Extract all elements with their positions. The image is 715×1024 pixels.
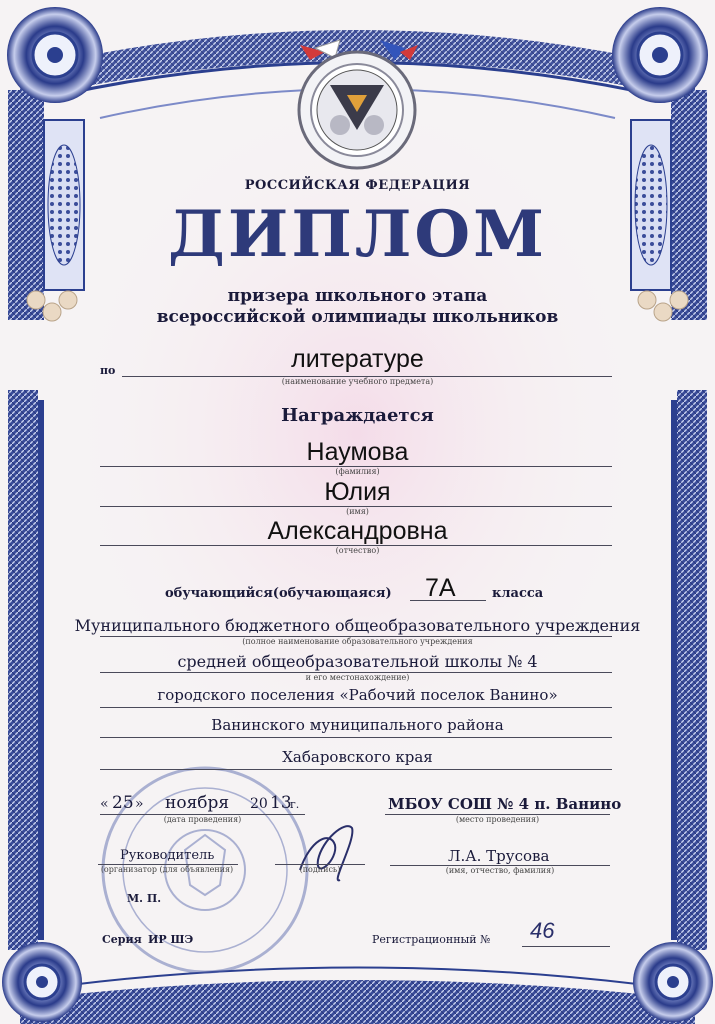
school-caption1: (полное наименование образовательного учреждения [242,637,473,646]
corner-rosette-bl [2,942,82,1022]
school-line5: Хабаровского края [282,748,433,766]
patronymic-value: Александровна [267,517,448,545]
date-day: 25 [112,793,134,813]
corner-rosette-tr [612,7,708,103]
subject-caption: (наименование учебного предмета) [281,377,434,386]
date-month: ноября [165,793,230,813]
grade-value: 7А [425,574,456,602]
country-heading: РОССИЙСКАЯ ФЕДЕРАЦИЯ [244,178,471,193]
school-line4: Ванинского муниципального района [211,716,504,734]
sign-caption: (подпись) [299,865,341,874]
subject-value: литературе [291,345,424,373]
venue-value: МБОУ СОШ № 4 п. Ванино [388,795,622,813]
corner-rosette-br [633,942,713,1022]
diploma-title: ДИПЛОМ [168,197,547,272]
grade-suffix: класса [492,586,544,601]
person-caption: (имя, отчество, фамилия) [445,866,555,875]
school-line2: средней общеобразовательной школы № 4 [177,652,538,671]
corner-rosette-tl [7,7,103,103]
surname-value: Наумова [306,438,409,466]
series-value: ИР ШЭ [148,933,194,946]
school-line3: городского поселения «Рабочий поселок Ванино» [157,686,558,704]
name-caption: (имя) [346,507,369,516]
seal-place: М. П. [127,892,162,905]
patronymic-caption: (отчество) [335,546,380,555]
subtitle-line1: призера школьного этапа [227,286,488,306]
school-caption2: и его местонахождение) [305,673,410,682]
name-value: Юлия [324,478,391,506]
role-caption: (организатор (для объявления) [100,865,234,874]
grade-prefix: обучающийся(обучающаяся) [165,586,392,601]
subtitle-line2: всероссийской олимпиады школьников [156,307,559,327]
award-label: Награждается [281,405,434,426]
school-line1: Муниципального бюджетного общеобразовательного учреждения [74,616,641,635]
date-caption: (дата проведения) [163,815,242,824]
date-year-end: г. [290,798,300,811]
signature-role: Руководитель [120,848,215,863]
school-line3-rule [100,707,612,708]
date-year-prefix: 20 [250,796,268,812]
series-label: Серия [102,933,142,946]
date-open-quote: « [100,796,109,812]
subject-prefix: по [100,364,116,377]
signature-person: Л.А. Трусова [448,847,550,865]
date-close-quote: » [135,796,144,812]
reg-line [522,946,610,947]
date-year-suffix: 13 [270,793,292,813]
surname-caption: (фамилия) [335,467,380,476]
school-line4-rule [100,737,612,738]
venue-caption: (место проведения) [455,815,540,824]
reg-label: Регистрационный № [372,933,491,946]
reg-value: 46 [530,918,555,943]
school-line5-rule [100,769,612,770]
